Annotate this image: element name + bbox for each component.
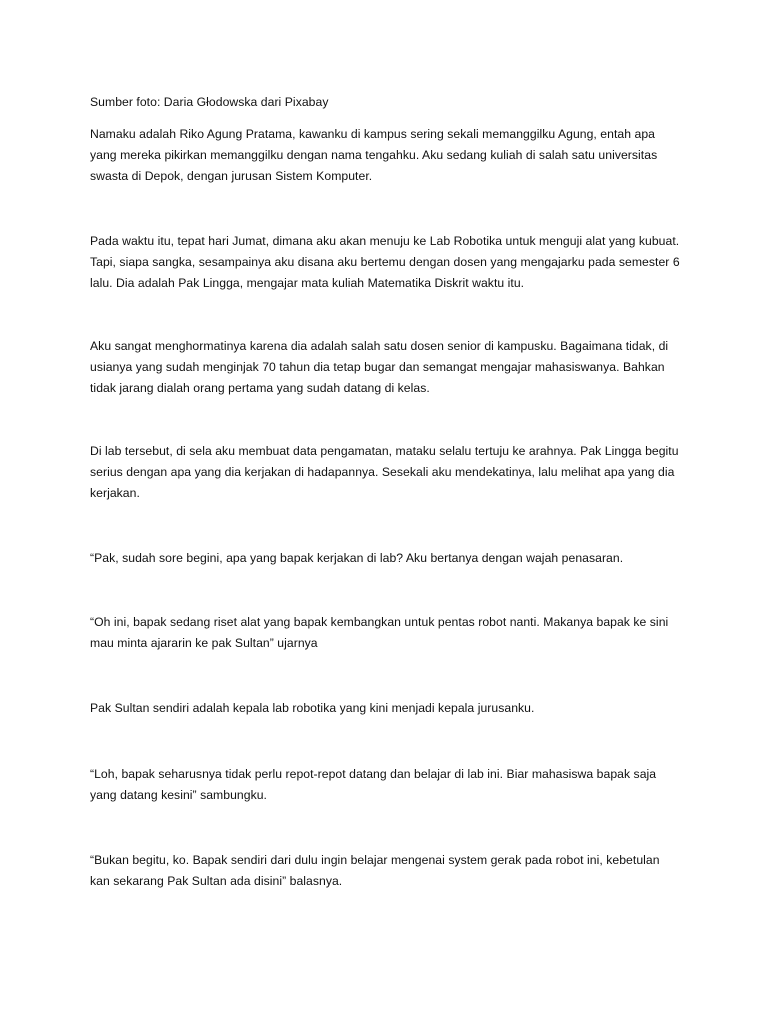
paragraph-4: Di lab tersebut, di sela aku membuat data pengamatan, mataku selalu tertuju ke arahnya. Pak Lingga begitu serius dengan apa yang dia kerjakan di hadapannya. Sesekali aku mendekatinya, lalu melihat apa yang dia kerjakan.: [90, 444, 679, 500]
paragraph-8: “Loh, bapak seharusnya tidak perlu repot-repot datang dan belajar di lab ini. Biar mahasiswa bapak saja yang datang kesini” sambungku.: [90, 767, 657, 802]
paragraph-2: Pada waktu itu, tepat hari Jumat, dimana aku akan menuju ke Lab Robotika untuk menguji alat yang kubuat. Tapi, siapa sangka, sesampainya aku disana aku bertemu dengan dosen yang mengajarku pada semester 6 lalu. Dia adalah Pak Lingga, mengajar mata kuliah Matematika Diskrit waktu itu.: [90, 234, 680, 290]
paragraph-1: Namaku adalah Riko Agung Pratama, kawanku di kampus sering sekali memanggilku Agung, entah apa yang mereka pikirkan memanggilku dengan nama tengahku. Aku sedang kuliah di salah satu universitas swasta di Depok, dengan jurusan Sistem Komputer.: [90, 127, 658, 183]
paragraph-3: Aku sangat menghormatinya karena dia adalah salah satu dosen senior di kampusku. Bagaimana tidak, di usianya yang sudah menginjak 70 tahun dia tetap bugar dan semangat mengajar mahasiswanya. Bahkan tidak jarang dialah orang pertama yang sudah datang di kelas.: [90, 339, 669, 395]
paragraph-6: “Oh ini, bapak sedang riset alat yang bapak kembangkan untuk pentas robot nanti. Makanya bapak ke sini mau minta ajararin ke pak Sultan” ujarnya: [90, 615, 669, 650]
paragraph-7: Pak Sultan sendiri adalah kepala lab robotika yang kini menjadi kepala jurusanku.: [90, 701, 535, 715]
photo-credit: Sumber foto: Daria Głodowska dari Pixabay: [90, 95, 329, 109]
paragraph-5: “Pak, sudah sore begini, apa yang bapak kerjakan di lab? Aku bertanya dengan wajah penasaran.: [90, 551, 624, 565]
paragraph-9: “Bukan begitu, ko. Bapak sendiri dari dulu ingin belajar mengenai system gerak pada robot ini, kebetulan kan sekarang Pak Sultan ada disini” balasnya.: [90, 853, 660, 888]
